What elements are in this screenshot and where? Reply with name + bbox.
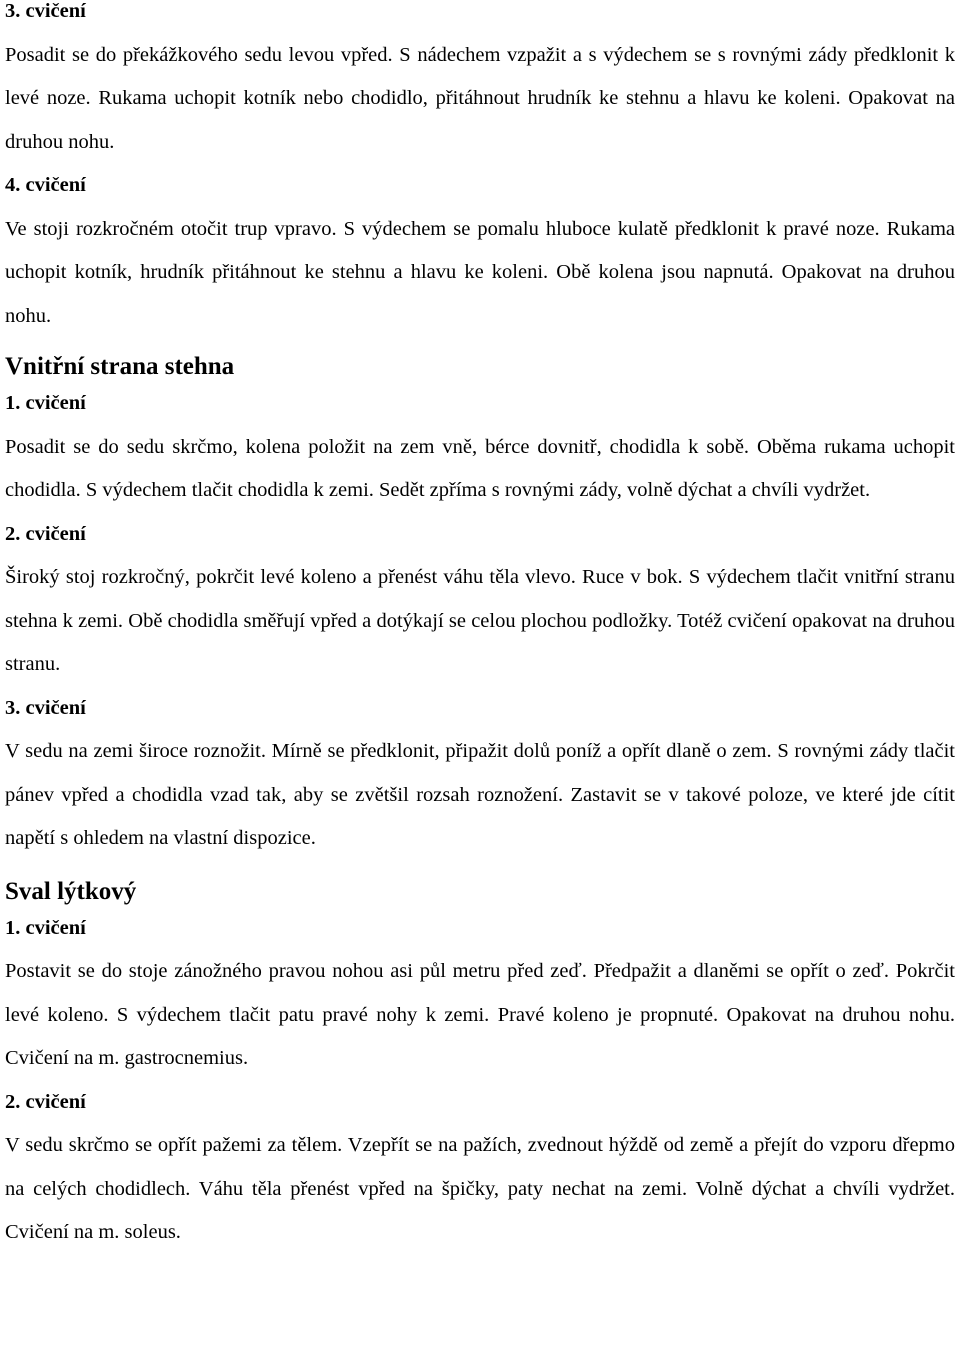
section-heading: Vnitřní strana stehna	[5, 353, 235, 380]
exercise-title: 3. cvičení	[5, 696, 86, 719]
exercise-title: 3. cvičení	[5, 0, 86, 22]
exercise-text: V sedu skrčmo se opřít pažemi za tělem. Vzepřít se na pažích, zvednout hýždě od země a přejít do vzporu dřepmo na celých chodidlech. Váhu těla přenést vpřed na špičky, paty nechat na zemi. Volně dýchat a chvíli vydržet. Cvičení na m. soleus.	[5, 1134, 955, 1243]
exercise-text: Postavit se do stoje zánožného pravou nohou asi půl metru před zeď. Předpažit a dlaněmi se opřít o zeď. Pokrčit levé koleno. S výdechem tlačit patu pravé nohy k zemi. Pravé koleno je propnuté. Opakovat na druhou nohu. Cvičení na m. gastrocnemius.	[5, 960, 955, 1069]
exercise-title: 2. cvičení	[5, 1090, 86, 1113]
section-heading: Sval lýtkový	[5, 877, 137, 905]
exercise-title: 4. cvičení	[5, 174, 86, 196]
exercise-title: 1. cvičení	[5, 392, 86, 414]
exercise-title: 1. cvičení	[5, 916, 86, 939]
exercise-text: Posadit se do překážkového sedu levou vpřed. S nádechem vzpažit a s výdechem se s rovnými zády předklonit k levé noze. Rukama uchopit kotník nebo chodidlo, přitáhnout hrudník ke stehnu a hlavu ke koleni. Opakovat na druhou nohu.	[5, 43, 955, 153]
exercise-text: Široký stoj rozkročný, pokrčit levé koleno a přenést váhu těla vlevo. Ruce v bok. S výdechem tlačit vnitřní stranu stehna k zemi. Obě chodidla směřují vpřed a dotýkají se celou plochou podložky. Totéž cvičení opakovat na druhou stranu.	[5, 566, 955, 675]
exercise-text: Posadit se do sedu skrčmo, kolena položit na zem vně, bérce dovnitř, chodidla k sobě. Oběma rukama uchopit chodidla. S výdechem tlačit chodidla k zemi. Sedět zpříma s rovnými zády, volně dýchat a chvíli vydržet.	[5, 435, 955, 501]
exercise-text: V sedu na zemi široce roznožit. Mírně se předklonit, připažit dolů poníž a opřít dlaně o zem. S rovnými zády tlačit pánev vpřed a chodidla vzad tak, aby se zvětšil rozsah roznožení. Zastavit se v takové poloze, ve které jde cítit napětí s ohledem na vlastní dispozice.	[5, 740, 955, 849]
exercise-text: Ve stoji rozkročném otočit trup vpravo. S výdechem se pomalu hluboce kulatě předklonit k pravé noze. Rukama uchopit kotník, hrudník přitáhnout ke stehnu a hlavu ke koleni. Obě kolena jsou napnutá. Opakovat na druhou nohu.	[5, 217, 955, 327]
exercise-title: 2. cvičení	[5, 522, 86, 545]
